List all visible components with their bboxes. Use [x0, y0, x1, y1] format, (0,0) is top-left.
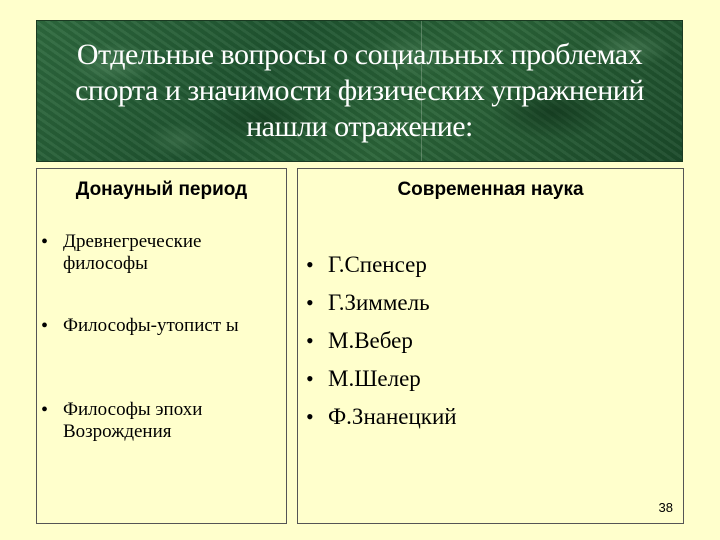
- page-number: 38: [658, 500, 673, 515]
- list-item: [41, 315, 281, 399]
- list-item-text: Ф.Знанецкий: [328, 404, 457, 429]
- list-item-text: Философы эпохи Возрождения: [63, 399, 203, 442]
- bullet-icon: •: [306, 366, 314, 391]
- left-bullet-list: [41, 231, 281, 483]
- bullet-icon: •: [306, 404, 314, 429]
- list-item: [306, 247, 666, 285]
- list-item-text: Г.Спенсер: [328, 252, 427, 277]
- bullet-icon: •: [41, 315, 49, 337]
- bullet-icon: •: [41, 399, 49, 421]
- title-line-2: спорта и значимости физических упражнений: [75, 74, 644, 107]
- list-item: [306, 285, 666, 323]
- right-column-panel: [297, 168, 684, 524]
- bullet-icon: •: [306, 290, 314, 315]
- list-item-text: Г.Зиммель: [328, 290, 430, 315]
- list-item: [306, 399, 666, 437]
- bullet-icon: •: [41, 231, 49, 253]
- list-item-text: М.Шелер: [328, 366, 421, 391]
- bullet-icon: •: [306, 328, 314, 353]
- list-item-text: Философы-утопист ы: [63, 315, 239, 336]
- list-item-text: Древнегреческие философы: [63, 231, 202, 274]
- list-item: [306, 361, 666, 399]
- list-item-text: М.Вебер: [328, 328, 413, 353]
- slide-title: [37, 37, 682, 145]
- list-item: [41, 399, 281, 483]
- left-column-heading: Донауный период: [75, 179, 248, 200]
- list-item: [41, 231, 281, 315]
- list-item: [306, 323, 666, 361]
- title-line-1: Отдельные вопросы о социальных проблемах: [76, 38, 643, 71]
- right-column-heading: Современная наука: [397, 179, 584, 200]
- bullet-icon: •: [306, 252, 314, 277]
- right-bullet-list: [306, 247, 666, 437]
- title-line-3: нашли отражение:: [246, 110, 473, 143]
- left-column-panel: [36, 168, 287, 524]
- title-banner: [36, 20, 683, 162]
